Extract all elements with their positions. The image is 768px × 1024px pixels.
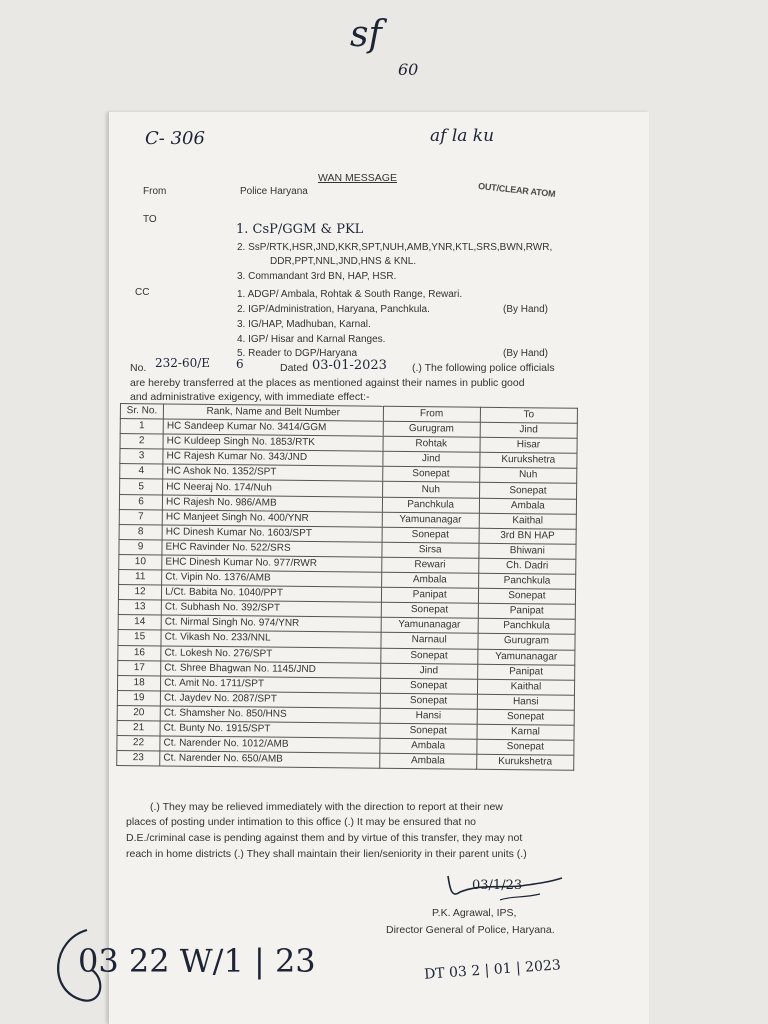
cell-rank-name: EHC Dinesh Kumar No. 977/RWR	[162, 555, 382, 572]
cell-to: Panchkula	[478, 573, 575, 589]
by-hand-1: (By Hand)	[503, 304, 549, 315]
cell-from: Yamunanagar	[382, 512, 479, 528]
cell-sr-no: 16	[118, 645, 161, 661]
cell-rank-name: HC Rajesh No. 986/AMB	[162, 495, 382, 512]
cc-item-4: 4. IGP/ Hisar and Karnal Ranges.	[237, 334, 386, 345]
handwritten-bottom-left: 03 22 W/1 | 23	[78, 942, 316, 980]
cell-rank-name: Ct. Nirmal Singh No. 974/YNR	[161, 615, 381, 632]
cell-sr-no: 10	[119, 554, 162, 570]
cell-from: Ambala	[379, 738, 476, 754]
cell-sr-no: 3	[120, 449, 163, 465]
cell-to: Hansi	[477, 694, 574, 710]
intro-line-1: are hereby transferred at the places as mentioned against their names in public good	[130, 377, 525, 389]
closing-line-4: reach in home districts (.) They shall maintain their lien/seniority in their parent units (.)	[126, 848, 527, 860]
cell-sr-no: 1	[120, 419, 163, 435]
handwritten-memo-number-suffix: 6	[236, 357, 244, 371]
handwritten-file-number: C- 306	[145, 128, 205, 149]
cell-rank-name: Ct. Narender No. 1012/AMB	[160, 736, 380, 753]
cell-rank-name: HC Kuldeep Singh No. 1853/RTK	[163, 434, 383, 451]
handwritten-memo-number: 232-60/E	[155, 356, 211, 370]
to-item-2: 2. SsP/RTK,HSR,JND,KKR,SPT,NUH,AMB,YNR,KTL,SRS,BWN,RWR,	[237, 242, 553, 253]
handwritten-mark-top-sub: 60	[398, 60, 419, 79]
cc-item-5: 5. Reader to DGP/Haryana	[237, 348, 358, 359]
intro-line-2: and administrative exigency, with immediate effect:-	[130, 391, 370, 403]
cell-to: Jind	[480, 422, 577, 438]
cell-rank-name: Ct. Lokesh No. 276/SPT	[161, 645, 381, 662]
cell-to: Panchkula	[478, 619, 575, 635]
cell-rank-name: HC Dinesh Kumar No. 1603/SPT	[162, 525, 382, 542]
cell-rank-name: Ct. Narender No. 650/AMB	[160, 751, 380, 768]
cell-rank-name: Ct. Shamsher No. 850/HNS	[160, 706, 380, 723]
cell-to: Panipat	[478, 603, 575, 619]
cc-label: CC	[135, 287, 150, 298]
from-value: Police Haryana	[240, 186, 308, 197]
cell-to: 3rd BN HAP	[479, 528, 576, 544]
cell-sr-no: 5	[120, 479, 163, 495]
handwritten-date: 03-01-2023	[312, 358, 387, 373]
handwritten-note-top-right: af la ku	[430, 126, 495, 146]
handwritten-mark-top: sf	[350, 14, 382, 55]
cell-from: Yamunanagar	[381, 618, 478, 634]
cell-sr-no: 7	[119, 509, 162, 525]
cell-from: Jind	[382, 452, 479, 468]
cell-sr-no: 20	[117, 705, 160, 721]
by-hand-2: (By Hand)	[503, 348, 549, 359]
cell-sr-no: 4	[120, 464, 163, 480]
cell-sr-no: 13	[118, 600, 161, 616]
cell-from: Sonepat	[380, 723, 477, 739]
cell-to: Kaithal	[477, 679, 574, 695]
col-from: From	[383, 406, 480, 422]
to-item-2b: DDR,PPT,NNL,JND,HNS & KNL.	[270, 256, 417, 267]
cell-to: Panipat	[477, 664, 574, 680]
cell-to: Sonepat	[478, 588, 575, 604]
to-label: TO	[143, 214, 157, 225]
cell-to: Sonepat	[477, 739, 574, 755]
cell-to: Kaithal	[479, 513, 576, 529]
cell-rank-name: HC Manjeet Singh No. 400/YNR	[162, 510, 382, 527]
signatory-designation: Director General of Police, Haryana.	[386, 924, 555, 936]
cell-from: Panipat	[381, 587, 478, 603]
cell-rank-name: Ct. Shree Bhagwan No. 1145/JND	[161, 661, 381, 678]
handwritten-bottom-right: DT 03 2 | 01 | 2023	[423, 957, 562, 983]
signature-date: 03/1/23	[472, 878, 523, 893]
col-to: To	[480, 407, 577, 423]
to-item-1: 1. CsP/GGM & PKL	[236, 222, 364, 237]
cell-sr-no: 8	[119, 524, 162, 540]
cell-from: Panchkula	[382, 497, 479, 513]
cell-from: Sonepat	[380, 678, 477, 694]
cell-sr-no: 11	[119, 570, 162, 586]
cell-to: Kurukshetra	[476, 754, 573, 770]
cell-sr-no: 17	[118, 660, 161, 676]
cell-sr-no: 6	[119, 494, 162, 510]
cell-rank-name: HC Rajesh Kumar No. 343/JND	[163, 449, 383, 466]
dated-label: Dated	[280, 362, 309, 374]
cell-sr-no: 22	[117, 736, 160, 752]
cell-rank-name: HC Neeraj No. 174/Nuh	[163, 479, 383, 496]
cell-from: Sonepat	[382, 527, 479, 543]
closing-line-1: (.) They may be relieved immediately with the direction to report at their new	[150, 801, 503, 813]
cell-sr-no: 15	[118, 630, 161, 646]
cell-to: Hisar	[480, 437, 577, 453]
cell-from: Sonepat	[380, 648, 477, 664]
cell-from: Gurugram	[383, 421, 480, 437]
cell-rank-name: Ct. Subhash No. 392/SPT	[161, 600, 381, 617]
cell-from: Ambala	[379, 753, 476, 769]
closing-line-2: places of posting under intimation to this office (.) It may be ensured that no	[126, 816, 477, 828]
cell-sr-no: 9	[119, 539, 162, 555]
cell-to: Sonepat	[479, 483, 576, 499]
cell-to: Kurukshetra	[480, 453, 577, 469]
cell-from: Nuh	[382, 482, 479, 498]
cell-sr-no: 12	[118, 585, 161, 601]
transfer-table	[116, 403, 578, 771]
cell-rank-name: HC Ashok No. 1352/SPT	[163, 464, 383, 481]
cell-sr-no: 14	[118, 615, 161, 631]
cell-to: Ch. Dadri	[479, 558, 576, 574]
cell-rank-name: Ct. Vipin No. 1376/AMB	[162, 570, 382, 587]
cell-from: Narnaul	[381, 633, 478, 649]
from-label: From	[143, 186, 167, 197]
cell-sr-no: 21	[117, 720, 160, 736]
cell-from: Sonepat	[381, 602, 478, 618]
col-sr-no: Sr. No.	[120, 404, 163, 420]
cell-from: Rohtak	[383, 436, 480, 452]
cell-to: Gurugram	[478, 634, 575, 650]
cell-from: Sirsa	[381, 542, 478, 558]
cell-rank-name: HC Sandeep Kumar No. 3414/GGM	[163, 419, 383, 436]
cell-rank-name: Ct. Bunty No. 1915/SPT	[160, 721, 380, 738]
cell-rank-name: Ct. Amit No. 1711/SPT	[161, 676, 381, 693]
cell-from: Jind	[380, 663, 477, 679]
cell-to: Yamunanagar	[478, 649, 575, 665]
cell-from: Rewari	[381, 557, 478, 573]
cell-from: Ambala	[381, 572, 478, 588]
cc-item-3: 3. IG/HAP, Madhuban, Karnal.	[237, 319, 371, 330]
cc-item-1: 1. ADGP/ Ambala, Rohtak & South Range, Rewari.	[237, 289, 463, 300]
cell-rank-name: EHC Ravinder No. 522/SRS	[162, 540, 382, 557]
cell-sr-no: 18	[117, 675, 160, 691]
number-label: No.	[130, 362, 147, 374]
closing-line-3: D.E./criminal case is pending against them and by virtue of this transfer, they may not	[126, 832, 523, 844]
cell-sr-no: 19	[117, 690, 160, 706]
to-item-3: 3. Commandant 3rd BN, HAP, HSR.	[237, 271, 397, 282]
cell-to: Ambala	[479, 498, 576, 514]
col-rank-name: Rank, Name and Belt Number	[163, 404, 383, 421]
cell-to: Nuh	[479, 468, 576, 484]
cell-rank-name: Ct. Vikash No. 233/NNL	[161, 630, 381, 647]
signatory-name: P.K. Agrawal, IPS,	[432, 907, 517, 919]
cell-from: Hansi	[380, 708, 477, 724]
cell-to: Sonepat	[477, 709, 574, 725]
cell-sr-no: 23	[117, 751, 160, 767]
number-line-text: (.) The following police officials	[412, 362, 555, 374]
cell-to: Karnal	[477, 724, 574, 740]
message-title: WAN MESSAGE	[318, 172, 397, 184]
cell-from: Sonepat	[380, 693, 477, 709]
cell-rank-name: Ct. Jaydev No. 2087/SPT	[160, 691, 380, 708]
cc-item-2: 2. IGP/Administration, Haryana, Panchkula.	[237, 304, 430, 315]
cell-sr-no: 2	[120, 434, 163, 450]
cell-rank-name: L/Ct. Babita No. 1040/PPT	[162, 585, 382, 602]
cell-from: Sonepat	[382, 467, 479, 483]
outward-stamp: OUT/CLEAR ATOM	[477, 180, 556, 200]
cell-to: Bhiwani	[479, 543, 576, 559]
